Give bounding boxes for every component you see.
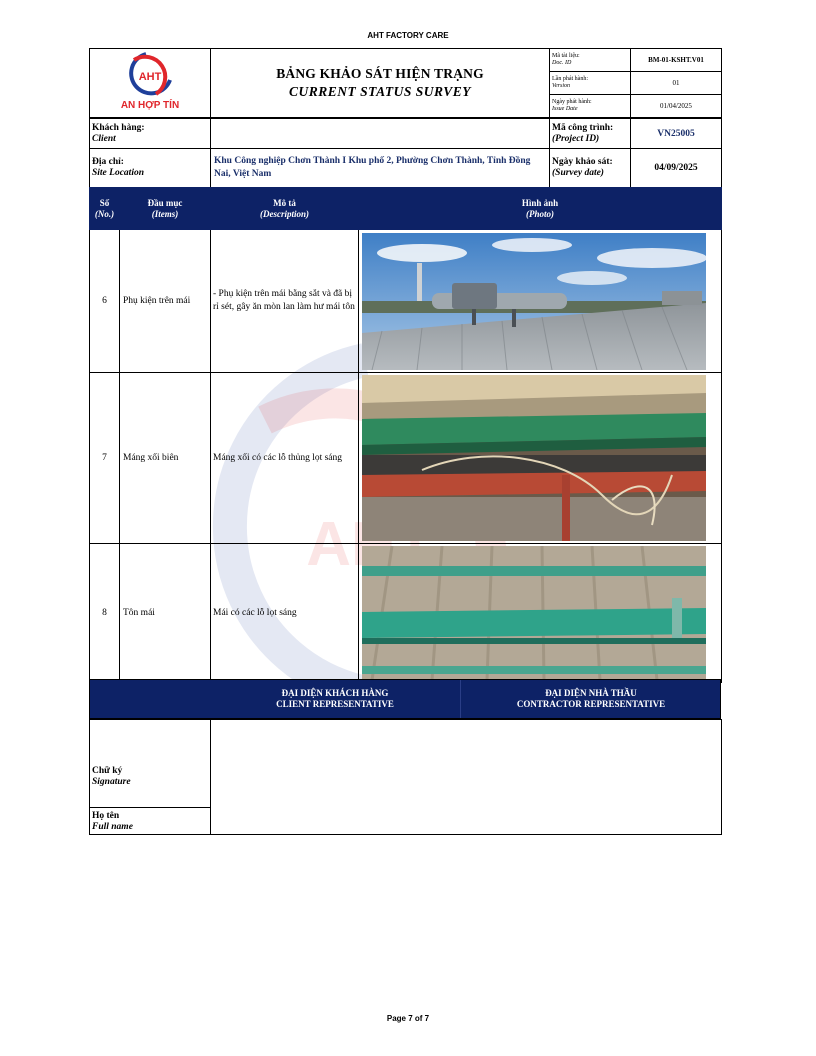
svg-text:AHT: AHT <box>306 510 434 579</box>
client-representative-heading: ĐẠI DIỆN KHÁCH HÀNG CLIENT REPRESENTATIVE <box>276 688 394 709</box>
row-photo <box>359 230 722 373</box>
title-english: CURRENT STATUS SURVEY <box>288 84 472 99</box>
row-item: Tôn mái <box>120 544 211 683</box>
full-name-label: Họ tên Full name <box>90 808 211 835</box>
version-label: Lần phát hành: Version <box>550 72 631 95</box>
signature-table <box>89 719 722 835</box>
signature-label: Chữ ký Signature <box>90 720 211 808</box>
logo-mark-text: AHT <box>138 70 162 83</box>
survey-sheet <box>89 48 721 835</box>
row-description: Máng xối có các lỗ thủng lọt sáng <box>211 373 359 544</box>
row-description: Mái có các lỗ lọt sáng <box>211 544 359 683</box>
site-location-value: Khu Công nghiệp Chơn Thành I Khu phố 2, Phường Chơn Thành, Tỉnh Đồng Nai, Việt Nam <box>211 149 550 188</box>
aht-logo-icon <box>100 50 200 112</box>
title-vietnamese: BẢNG KHẢO SÁT HIỆN TRẠNG <box>276 66 484 81</box>
representative-header <box>89 679 721 719</box>
table-row <box>90 544 722 683</box>
document-header-table <box>89 48 722 118</box>
row-description: - Phụ kiện trên mái bằng sắt và đã bị rỉ sét, gây ăn mòn lan làm hư mái tôn <box>211 230 359 373</box>
page-number: Page 7 of 7 <box>386 1014 430 1023</box>
row-photo <box>359 544 722 683</box>
issue-date-value: 01/04/2025 <box>631 95 722 118</box>
row-number: 7 <box>90 373 120 544</box>
document-header-text: AHT FACTORY CARE <box>367 31 449 40</box>
row-photo <box>359 373 722 544</box>
column-header-no: Số (No.) <box>90 188 120 230</box>
project-id-label: Mã công trình: (Project ID) <box>550 119 631 149</box>
survey-info-table <box>89 118 722 188</box>
issue-date-label: Ngày phát hành: Issue Date <box>550 95 631 118</box>
doc-id-value: BM-01-KSHT.V01 <box>631 49 722 72</box>
site-location-label: Địa chỉ: Site Location <box>90 149 211 188</box>
company-logo <box>90 49 211 118</box>
row-number: 8 <box>90 544 120 683</box>
table-row <box>90 373 722 544</box>
project-id-value: VN25005 <box>631 119 722 149</box>
row-item: Phụ kiện trên mái <box>120 230 211 373</box>
document-title <box>211 49 550 118</box>
column-header-photo: Hình ảnh (Photo) <box>359 188 722 230</box>
column-header-description: Mô tả (Description) <box>211 188 359 230</box>
doc-id-label: Mã tài liệu: Doc. ID <box>550 49 631 72</box>
column-header-item: Đầu mục (Items) <box>120 188 211 230</box>
row-item: Máng xối biên <box>120 373 211 544</box>
client-label: Khách hàng: Client <box>90 119 211 149</box>
survey-date-label: Ngày khảo sát: (Survey date) <box>550 149 631 188</box>
client-value <box>211 119 550 149</box>
signature-area[interactable] <box>211 720 722 835</box>
roof-sheet-photo-icon <box>362 546 706 680</box>
contractor-representative-heading: ĐẠI DIỆN NHÀ THẦU CONTRACTOR REPRESENTATIVE <box>460 680 721 718</box>
survey-date-value: 04/09/2025 <box>631 149 722 188</box>
version-value: 01 <box>631 72 722 95</box>
logo-company-name: AN HỢP TÍN <box>120 99 180 111</box>
edge-gutter-photo-icon <box>362 375 706 541</box>
roof-accessories-photo-icon <box>362 233 706 370</box>
table-row <box>90 230 722 373</box>
row-number: 6 <box>90 230 120 373</box>
survey-items-table <box>89 187 722 683</box>
